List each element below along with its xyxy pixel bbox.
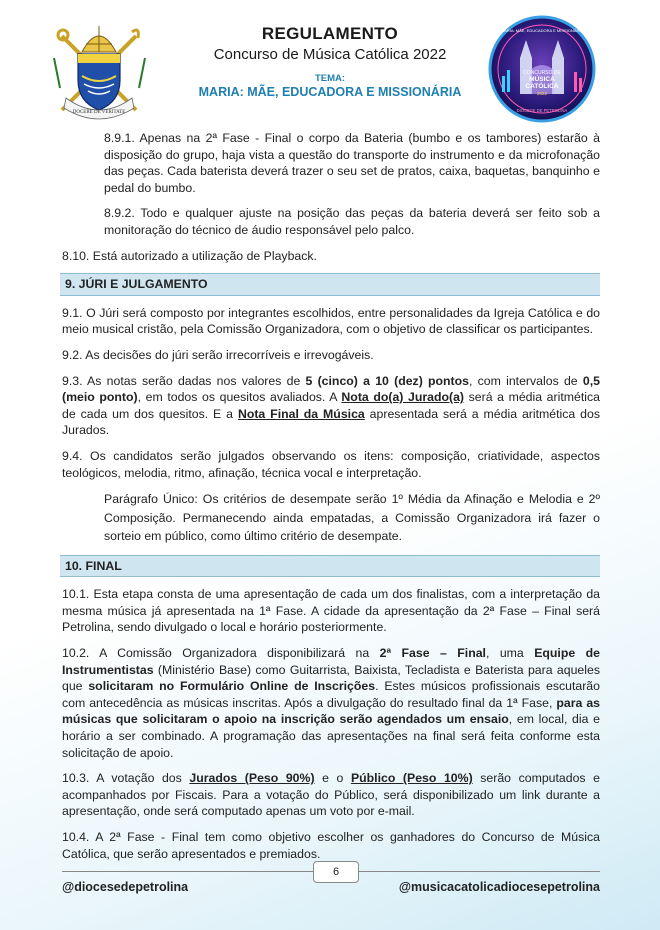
title-block	[180, 24, 480, 99]
logo-text-top: MARIA: MÃE, EDUCADORA E MISSIONÁRIA	[500, 28, 584, 33]
logo-text-center-1: CONCURSO DE	[523, 70, 561, 76]
clause-9-1: 9.1. O Júri será composto por integrantes escolhidos, entre personalidades da Igreja Católica e do meio musical cristão, pela Comissão Organizadora, com o objetivo de classificar os participantes.	[62, 305, 600, 337]
crest-motto: DOCERE DE VERITATE	[72, 110, 126, 115]
page-header	[0, 0, 660, 125]
document-body	[62, 130, 600, 871]
clause-8-9-1: 8.9.1. Apenas na 2ª Fase - Final o corpo da Bateria (bumbo e os tambores) estarão à disposição do grupo, haja vista a questão do transporte do instrumento e da microfonação das peças. Cada baterista deverá trazer o seu set de pratos, caixa, baquetas, banquinho e pedal do bumbo.	[104, 131, 600, 195]
clause-10-1: 10.1. Esta etapa consta de uma apresentação de cada um dos finalistas, com a interpretação da mesma música já apresentada na 1ª Fase. A cidade da apresentação da 2ª Fase – Final será Petrolina, sendo divulgado o local e horário posteriormente.	[62, 587, 600, 635]
page-number: 6	[313, 861, 359, 883]
clause-8-10: 8.10. Está autorizado a utilização de Playback.	[62, 248, 317, 263]
logo-text-bottom: DIOCESE DE PETROLINA	[516, 108, 568, 113]
paragrafo-unico: Parágrafo Único: Os critérios de desempate serão 1º Média da Afinação e Melodia e 2º Composição. Permanecendo ainda empatadas, a Comissão Organizadora irá fazer o sorteio em público, como último critério de desempate.	[104, 492, 600, 544]
document-title: REGULAMENTO	[261, 24, 399, 43]
section-heading-10: 10. FINAL	[60, 555, 600, 578]
clause-10-3: 10.3. A votação dos Jurados (Peso 90%) e o Público (Peso 10%) serão computados e acompanhados por Fiscais. Para a votação do Público, será disponibilizado um link durante a apresentação, onde será computado apenas um voto por e-mail.	[62, 771, 600, 819]
contest-logo	[484, 14, 600, 124]
instagram-handle-contest: @musicacatolicadiocesepetrolina	[398, 880, 600, 894]
clause-9-2: 9.2. As decisões do júri serão irrecorríveis e irrevogáveis.	[62, 347, 374, 362]
theme-text: MARIA: MÃE, EDUCADORA E MISSIONÁRIA	[198, 85, 462, 99]
section-heading-9: 9. JÚRI E JULGAMENTO	[60, 273, 600, 296]
clause-10-2: 10.2. A Comissão Organizadora disponibilizará na 2ª Fase – Final, uma Equipe de Instrumentistas (Ministério Base) como Guitarrista, Baixista, Tecladista e Baterista para aqueles que solicitaram no Formulário Online de Inscrições. Estes músicos profissionais escutarão com antecedência as músicas inscritas. Após a divulgação do resultado final da 1ª Fase, para as músicas que solicitaram o apoio na inscrição serão agendados um ensaio, em local, dia e horário a ser combinado. A programação das apresentações na final será feita conforme esta solicitação de apoio.	[62, 645, 601, 760]
clause-9-4: 9.4. Os candidatos serão julgados observando os itens: composição, criatividade, aspectos teológicos, melodia, ritmo, afinação, técnica vocal e interpretação.	[62, 448, 600, 480]
logo-text-center-3: CATÓLICA	[525, 83, 559, 90]
theme-label: TEMA:	[314, 73, 346, 84]
logo-text-center-2: MÚSICA	[529, 76, 555, 83]
document-subtitle: Concurso de Música Católica 2022	[213, 46, 447, 63]
diocese-crest-logo	[52, 18, 147, 120]
logo-text-year: 2022	[536, 91, 548, 96]
clause-9-3: 9.3. As notas serão dadas nos valores de 5 (cinco) a 10 (dez) pontos, com intervalos de 0,5 (meio ponto), em todos os quesitos avaliados. A Nota do(a) Jurado(a) será a média aritmética de cada um dos quesitos. E a Nota Final da Música apresentada será a média aritmética dos Jurados.	[62, 373, 600, 438]
instagram-handle-diocese: @diocesedepetrolina	[62, 880, 189, 894]
clause-8-9-2: 8.9.2. Todo e qualquer ajuste na posição das peças da bateria deverá ser feito sob a monitoração do técnico de áudio responsável pelo palco.	[104, 206, 600, 237]
clause-10-4: 10.4. A 2ª Fase - Final tem como objetivo escolher os ganhadores do Concurso de Música Católica, que serão apresentados e premiados.	[62, 829, 600, 861]
